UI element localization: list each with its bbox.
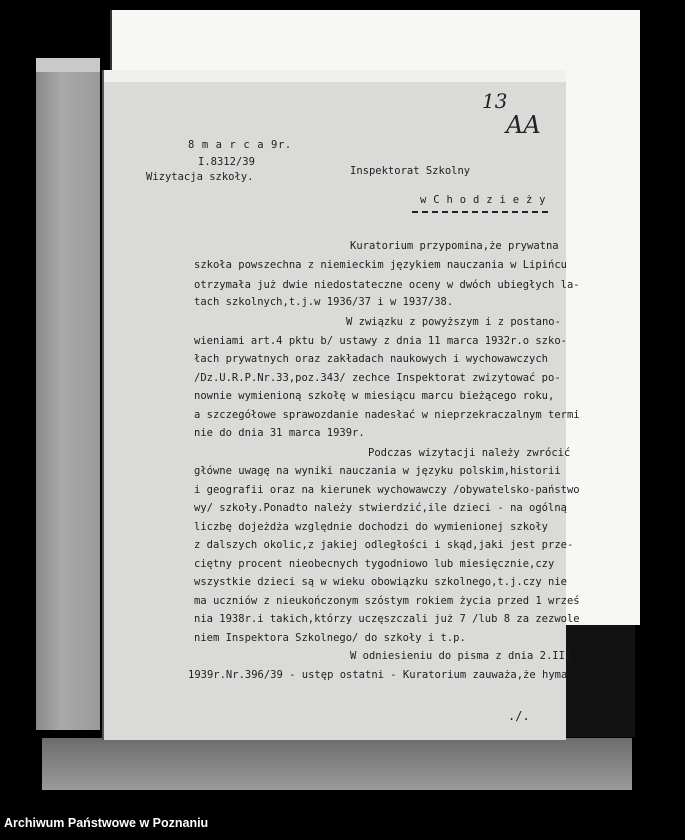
addressee-place: w C h o d z i e ż y (420, 194, 546, 206)
body-line: nie do dnia 31 marca 1939r. (194, 427, 365, 439)
body-line: /Dz.U.R.P.Nr.33,poz.343/ zechce Inspektorat zwizytować po- (194, 372, 561, 384)
left-binding-strip (36, 58, 100, 730)
body-line: Podczas wizytacji należy zwrócić (368, 447, 571, 459)
body-line: nia 1938r.i takich,którzy uczęszczali już 7 /lub 8 za zezwole (194, 613, 580, 625)
left-strip-top-edge (36, 58, 100, 72)
body-line: wy/ szkoły.Ponadto należy stwierdzić,ile dzieci - na ogólną (194, 502, 567, 514)
body-line: niem Inspektora Szkolnego/ do szkoły i t.p. (194, 632, 466, 644)
letter-subject: Wizytacja szkoły. (146, 171, 254, 183)
body-line: i geografii oraz na kierunek wychowawczy /obywatelsko-państwo (194, 484, 580, 496)
body-line: z dalszych okolic,z jakiej odległości i skąd,jaki jest prze- (194, 539, 574, 551)
handwritten-mark: AA (506, 111, 541, 139)
body-line: ma uczniów z nieukończonym szóstym rokiem życia przed 1 wrześ (194, 595, 580, 607)
body-line: tach szkolnych,t.j.w 1936/37 i w 1937/38. (194, 296, 454, 308)
archive-label: Archiwum Państwowe w Poznaniu (4, 816, 209, 830)
body-line: wszystkie dzieci są w wieku obowiązku szkolnego,t.j.czy nie (194, 576, 567, 588)
letter-reference: I.8312/39 (198, 156, 255, 168)
body-line: W związku z powyższym i z postano- (346, 316, 561, 328)
letter-date: 8 m a r c a 9r. (188, 139, 292, 151)
body-line: ciętny procent nieobecnych tygodniowo lub miesięcznie,czy (194, 558, 555, 570)
body-line: nownie wymienioną szkołę w miesiącu marcu bieżącego roku, (194, 390, 555, 402)
bottom-page-edge (42, 738, 632, 790)
page-continuation-marker: ./. (508, 709, 530, 723)
right-shadow (560, 625, 635, 737)
body-line: Kuratorium przypomina,że prywatna (350, 240, 559, 252)
front-sheet-top-edge (104, 70, 566, 82)
body-line: łach prywatnych oraz zakładach naukowych i wychowawczych (194, 353, 549, 365)
body-line: wieniami art.4 pktu b/ ustawy z dnia 11 marca 1932r.o szko- (194, 335, 567, 347)
body-line: W odniesieniu do pisma z dnia 2.III (350, 650, 572, 662)
body-line: 1939r.Nr.396/39 - ustęp ostatni - Kuratorium zauważa,że hyma (188, 669, 568, 681)
body-line: a szczegółowe sprawozdanie nadesłać w nieprzekraczalnym termi (194, 409, 580, 421)
body-line: otrzymała już dwie niedostateczne oceny w dwóch ubiegłych la- (194, 279, 580, 291)
addressee: Inspektorat Szkolny (350, 165, 471, 177)
body-line: liczbę dojeżdża względnie dochodzi do wymienionej szkoły (194, 521, 549, 533)
body-line: główne uwagę na wyniki nauczania w języku polskim,historii (194, 465, 561, 477)
place-underline (412, 211, 548, 213)
handwritten-number: 13 (482, 89, 508, 113)
body-line: szkoła powszechna z niemieckim językiem nauczania w Lipińcu (194, 259, 567, 271)
